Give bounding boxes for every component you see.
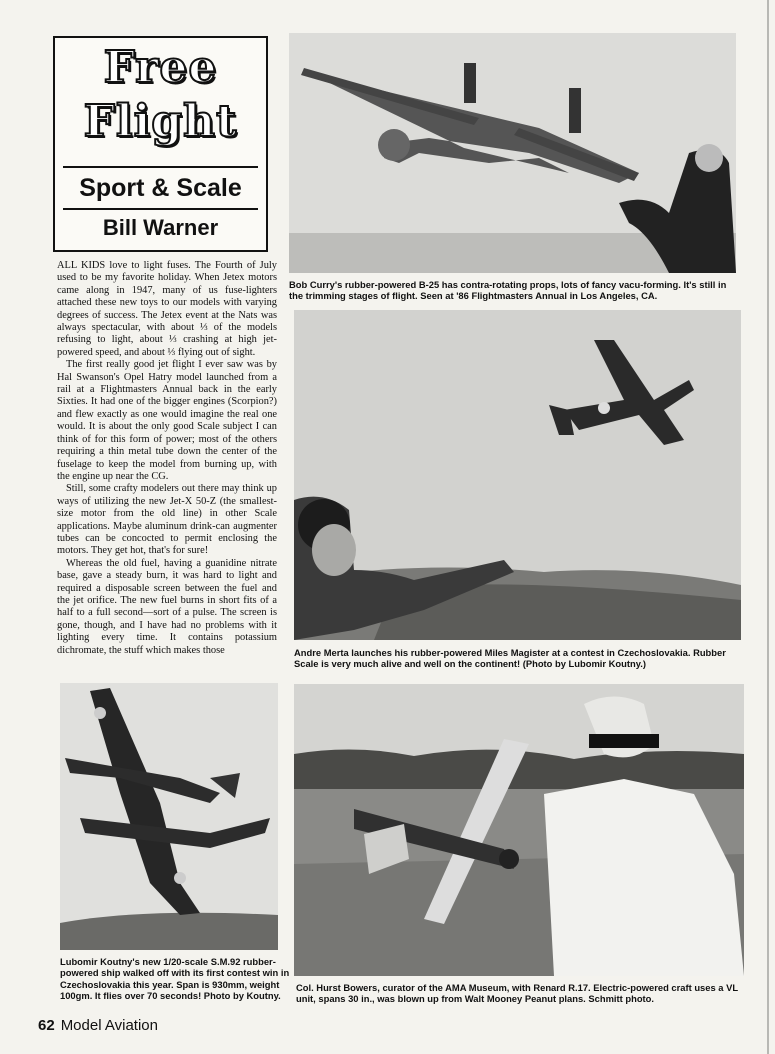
article-body <box>57 260 277 678</box>
author-byline: Bill Warner <box>102 215 219 240</box>
article-paragraph: ALL KIDS love to light fuses. The Fourth of July used to be my favorite holiday. When Jetex motors came along in 1947, many of us fuse-lighters attached these new toys to our models with varying degrees of success. The Jetex event at the Nats was always spectacular, with about ⅓ of the models refusing to light, about ⅓ crashing at high jet-powered speed, and about ⅓ flying out of sight. <box>57 260 277 358</box>
photo-sm92 <box>60 683 278 950</box>
magazine-name: Model Aviation <box>60 1017 158 1034</box>
caption-sm92: Lubomir Koutny's new 1/20-scale S.M.92 rubber-powered ship walked off with its first contest win in Czechoslovakia this year. Span is 930mm, weight 100gm. It flies over 70 seconds! Photo by Koutny. <box>60 956 290 1002</box>
caption-magister: Andre Merta launches his rubber-powered Miles Magister at a contest in Czechoslovakia. Rubber Scale is very much alive and well on the continent! (Photo by Lubomir Koutny.) <box>294 647 726 670</box>
article-paragraph: The first really good jet flight I ever saw was by Hal Swanson's Opel Hatry model launched from a rail at a Flightmasters Annual back in the early Sixties. It had one of the bigger engines (Scorpion?) and flew exactly as one would imagine the real one would. It is about the only good Scale subject I can think of for this form of power; most of the others requiring a thin metal tube down the center of the fuselage to keep the model from burning up, with the engine up near the CG. <box>57 359 277 482</box>
subtitle: Sport & Scale <box>79 174 242 202</box>
page-number: 62 <box>38 1017 55 1034</box>
caption-renard: Col. Hurst Bowers, curator of the AMA Museum, with Renard R.17. Electric-powered craft uses a VL unit, spans 30 in., was blown up from Walt Mooney Peanut plans. Schmitt photo. <box>296 982 738 1005</box>
article-paragraph: Whereas the old fuel, having a guanidine nitrate base, gave a steady burn, it was hard to light and required a disposable screen between the fuel and the jet orifice. The new fuel burns in short fits of a half to a full second—sort of a pulse. The screen is gone, though, and I have had no problems with it lighting every time. It contains potassium dichromate, the stuff which makes those <box>57 557 277 656</box>
page-edge <box>767 0 769 1054</box>
column-title-box <box>53 36 268 252</box>
photo-magister <box>294 310 741 640</box>
title-free: Free <box>103 42 218 93</box>
title-rule-top <box>63 166 258 168</box>
photo-renard <box>294 684 744 976</box>
page-footer <box>38 1017 158 1034</box>
photo-b25 <box>289 33 736 273</box>
article-paragraph: Still, some crafty modelers out there may think up ways of utilizing the new Jet-X 50-Z (the smallest-size motor from the old line) in other Scale applications. Maybe aluminum drink-can augmenter tubes can be concocted to permit enclosing the motors. They get hot, that's for sure! <box>57 483 277 557</box>
title-flight: Flight <box>83 96 238 147</box>
caption-b25: Bob Curry's rubber-powered B-25 has contra-rotating props, lots of fancy vacu-forming. It's still in the trimming stages of flight. Seen at '86 Flightmasters Annual in Los Angeles, CA. <box>289 279 727 302</box>
title-rule-bottom <box>63 208 258 210</box>
